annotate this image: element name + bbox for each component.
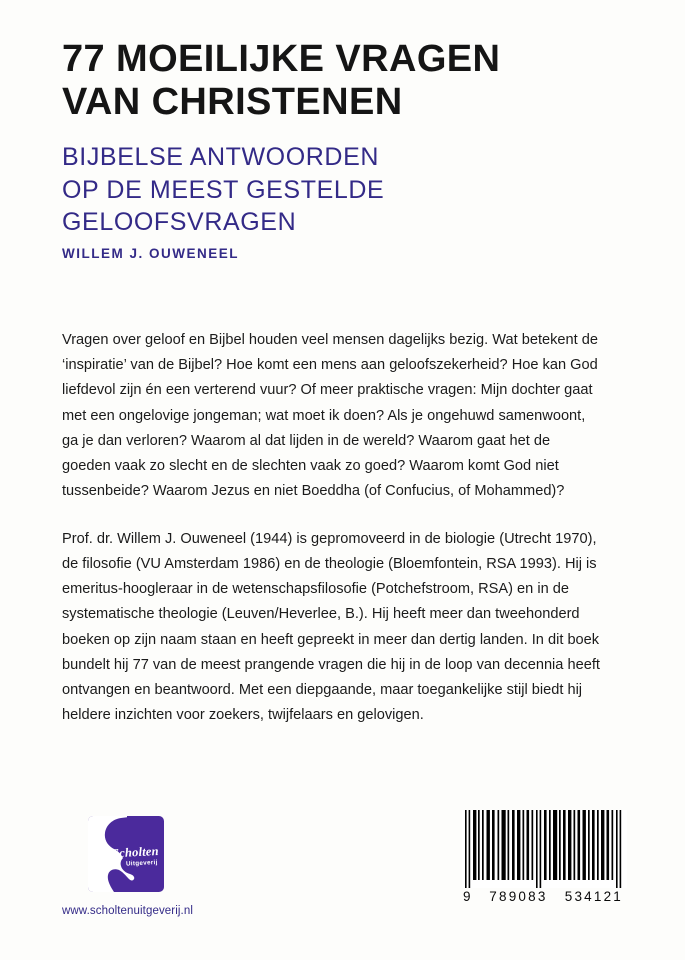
publisher-logo-name: Scholten	[111, 844, 160, 861]
title-line-1: 77 MOEILIJKE VRAGEN	[62, 38, 501, 80]
barcode-lead-digit: 9	[463, 889, 473, 904]
blurb-paragraph-2: Prof. dr. Willem J. Ouweneel (1944) is gepromoveerd in de biologie (Utrecht 1970), de filosofie (VU Amsterdam 1986) en de theologie (Bloemfontein, RSA 1993). Hij is emeritus-hoogleraar in de wetenschapsfilosofie (Potchefstroom, RSA) en in de systematische theologie (Leuven/Heverlee, B.). Hij heeft meer dan tweehonderd boeken op zijn naam staan en heeft gepreekt in meer dan dertig landen. In dit boek bundelt hij 77 van de meest prangende vragen die hij in de loop van decennia heeft ontvangen en beantwoord. Met een diepgaande, maar toegankelijke stijl biedt hij heldere inzichten voor zoekers, twijfelaars en gelovigen.	[62, 530, 600, 724]
blurb-text	[62, 328, 602, 729]
subtitle-line-2: OP DE MEEST GESTELDE	[62, 175, 385, 204]
publisher-logo-subtitle: Uitgeverij	[126, 859, 159, 868]
barcode-left-group: 789083	[489, 889, 548, 904]
publisher-website-link[interactable]: www.scholtenuitgeverij.nl	[62, 905, 193, 917]
subtitle-line-1: BIJBELSE ANTWOORDEN	[62, 143, 380, 171]
subtitle-line-3: GELOOFSVRAGEN	[62, 208, 297, 236]
barcode	[462, 810, 627, 904]
subtitle-block	[62, 141, 622, 239]
page-subtitle	[62, 141, 622, 239]
title-line-2: VAN CHRISTENEN	[62, 80, 403, 123]
barcode-right-group: 534121	[564, 889, 623, 904]
publisher-logo	[88, 816, 164, 892]
barcode-digits	[462, 889, 627, 904]
title-block	[62, 38, 622, 124]
cover-footer	[0, 810, 685, 935]
barcode-bars	[462, 810, 627, 888]
page-title	[62, 38, 622, 124]
author-name: WILLEM J. OUWENEEL	[62, 246, 239, 261]
blurb-paragraph-1: Vragen over geloof en Bijbel houden veel mensen dagelijks bezig. Wat betekent de ‘inspiratie’ van de Bijbel? Hoe komt een mens aan geloofszekerheid? Hoe kan God liefdevol zijn én een verterend vuur? Of meer praktische vragen: Mijn dochter gaat met een ongelovige jongeman; wat moet ik doen? Als je ongehuwd samenwoont, ga je dan verloren? Waarom al dat lijden in de wereld? Waarom gaat het de goeden vaak zo slecht en de slechten vaak zo goed? Waarom komt God niet tussenbeide? Waarom Jezus en niet Boeddha (of Confucius, of Mohammed)?	[62, 332, 598, 500]
